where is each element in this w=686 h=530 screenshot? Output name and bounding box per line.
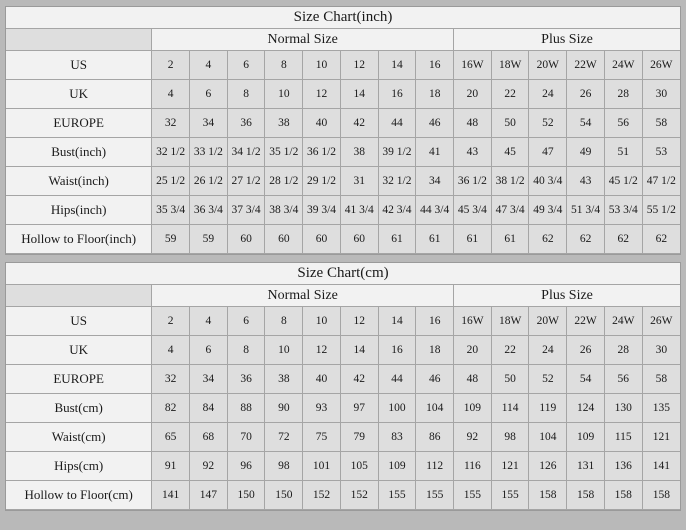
table-cell: 135 [642, 394, 680, 423]
table-cell: 12 [303, 80, 341, 109]
table-cell: 53 3/4 [604, 196, 642, 225]
table-cell: 49 3/4 [529, 196, 567, 225]
table-cell: 68 [190, 423, 228, 452]
table-cell: 46 [416, 109, 454, 138]
table-cell: 124 [567, 394, 605, 423]
chart-group-row [6, 29, 680, 51]
table-cell: 32 [152, 365, 190, 394]
table-cell: 60 [227, 225, 265, 254]
table-cell: 47 [529, 138, 567, 167]
table-cell: 83 [378, 423, 416, 452]
table-row [6, 51, 680, 80]
table-cell: 12 [303, 336, 341, 365]
table-cell: 38 [265, 109, 303, 138]
table-cell: 121 [642, 423, 680, 452]
table-cell: 4 [152, 80, 190, 109]
table-cell: 44 [378, 365, 416, 394]
table-cell: 6 [227, 307, 265, 336]
chart-group-label: Normal Size [152, 29, 454, 51]
table-cell: 18W [491, 51, 529, 80]
table-cell: 61 [491, 225, 529, 254]
table-cell: 126 [529, 452, 567, 481]
size-chart-inch [5, 6, 681, 255]
table-cell: 114 [491, 394, 529, 423]
table-cell: 79 [340, 423, 378, 452]
table-cell: 92 [190, 452, 228, 481]
table-cell: 26 [567, 336, 605, 365]
table-cell: 70 [227, 423, 265, 452]
table-cell: 22 [491, 336, 529, 365]
table-cell: 48 [454, 365, 492, 394]
table-cell: 36 1/2 [303, 138, 341, 167]
table-cell: 150 [265, 481, 303, 510]
table-row [6, 481, 680, 510]
table-cell: 16 [416, 51, 454, 80]
row-header: UK [6, 80, 152, 109]
table-cell: 30 [642, 80, 680, 109]
table-cell: 14 [340, 336, 378, 365]
table-cell: 10 [303, 307, 341, 336]
table-cell: 4 [190, 307, 228, 336]
table-cell: 88 [227, 394, 265, 423]
table-cell: 104 [416, 394, 454, 423]
table-cell: 62 [529, 225, 567, 254]
table-cell: 104 [529, 423, 567, 452]
table-cell: 60 [303, 225, 341, 254]
table-cell: 86 [416, 423, 454, 452]
table-cell: 40 [303, 365, 341, 394]
table-cell: 40 3/4 [529, 167, 567, 196]
table-cell: 24W [604, 51, 642, 80]
table-cell: 36 [227, 365, 265, 394]
table-cell: 24W [604, 307, 642, 336]
size-chart-cm-table [6, 263, 680, 510]
size-chart-inch-body [6, 7, 680, 254]
table-cell: 59 [190, 225, 228, 254]
table-cell: 10 [303, 51, 341, 80]
table-cell: 8 [227, 80, 265, 109]
chart-group-row [6, 285, 680, 307]
table-cell: 29 1/2 [303, 167, 341, 196]
table-cell: 14 [340, 80, 378, 109]
table-cell: 14 [378, 51, 416, 80]
table-cell: 26 1/2 [190, 167, 228, 196]
chart-group-spacer [6, 285, 152, 307]
table-cell: 109 [378, 452, 416, 481]
table-cell: 26W [642, 307, 680, 336]
table-cell: 82 [152, 394, 190, 423]
row-header: US [6, 51, 152, 80]
table-cell: 52 [529, 109, 567, 138]
table-cell: 41 3/4 [340, 196, 378, 225]
table-cell: 16W [454, 307, 492, 336]
table-cell: 150 [227, 481, 265, 510]
table-cell: 131 [567, 452, 605, 481]
table-cell: 20 [454, 336, 492, 365]
table-cell: 6 [190, 336, 228, 365]
table-cell: 12 [340, 51, 378, 80]
table-cell: 155 [454, 481, 492, 510]
table-cell: 20W [529, 307, 567, 336]
table-cell: 32 1/2 [378, 167, 416, 196]
table-cell: 109 [567, 423, 605, 452]
table-cell: 44 [378, 109, 416, 138]
row-header: EUROPE [6, 365, 152, 394]
table-cell: 16 [378, 336, 416, 365]
table-cell: 62 [567, 225, 605, 254]
table-cell: 10 [265, 336, 303, 365]
table-cell: 39 1/2 [378, 138, 416, 167]
row-header: Waist(inch) [6, 167, 152, 196]
table-cell: 16 [416, 307, 454, 336]
chart-title: Size Chart(inch) [6, 7, 680, 29]
table-cell: 12 [340, 307, 378, 336]
table-cell: 8 [227, 336, 265, 365]
table-cell: 38 3/4 [265, 196, 303, 225]
table-cell: 52 [529, 365, 567, 394]
table-row [6, 336, 680, 365]
table-cell: 158 [529, 481, 567, 510]
table-cell: 40 [303, 109, 341, 138]
row-header: Hollow to Floor(inch) [6, 225, 152, 254]
table-cell: 14 [378, 307, 416, 336]
table-cell: 34 1/2 [227, 138, 265, 167]
table-cell: 116 [454, 452, 492, 481]
table-cell: 35 3/4 [152, 196, 190, 225]
table-cell: 18W [491, 307, 529, 336]
table-cell: 109 [454, 394, 492, 423]
table-cell: 147 [190, 481, 228, 510]
table-cell: 47 3/4 [491, 196, 529, 225]
chart-title-row [6, 7, 680, 29]
row-header: Waist(cm) [6, 423, 152, 452]
table-cell: 54 [567, 365, 605, 394]
table-cell: 98 [491, 423, 529, 452]
table-row [6, 196, 680, 225]
table-cell: 61 [416, 225, 454, 254]
row-header: Hips(inch) [6, 196, 152, 225]
table-cell: 22W [567, 51, 605, 80]
table-cell: 152 [340, 481, 378, 510]
table-cell: 51 [604, 138, 642, 167]
table-cell: 72 [265, 423, 303, 452]
table-cell: 22W [567, 307, 605, 336]
table-cell: 24 [529, 336, 567, 365]
table-cell: 47 1/2 [642, 167, 680, 196]
table-cell: 34 [190, 365, 228, 394]
table-cell: 155 [416, 481, 454, 510]
table-cell: 54 [567, 109, 605, 138]
table-row [6, 423, 680, 452]
table-cell: 42 [340, 365, 378, 394]
table-cell: 158 [642, 481, 680, 510]
size-chart-cm [5, 262, 681, 511]
table-cell: 90 [265, 394, 303, 423]
table-cell: 101 [303, 452, 341, 481]
table-cell: 62 [604, 225, 642, 254]
table-cell: 155 [378, 481, 416, 510]
table-cell: 58 [642, 109, 680, 138]
chart-group-spacer [6, 29, 152, 51]
table-cell: 28 1/2 [265, 167, 303, 196]
table-row [6, 167, 680, 196]
table-row [6, 109, 680, 138]
table-cell: 2 [152, 51, 190, 80]
table-cell: 59 [152, 225, 190, 254]
table-cell: 4 [152, 336, 190, 365]
table-cell: 41 [416, 138, 454, 167]
row-header: EUROPE [6, 109, 152, 138]
table-cell: 25 1/2 [152, 167, 190, 196]
table-cell: 43 [567, 167, 605, 196]
table-cell: 39 3/4 [303, 196, 341, 225]
table-row [6, 452, 680, 481]
table-cell: 97 [340, 394, 378, 423]
table-cell: 51 3/4 [567, 196, 605, 225]
table-cell: 30 [642, 336, 680, 365]
table-cell: 24 [529, 80, 567, 109]
table-cell: 96 [227, 452, 265, 481]
table-cell: 61 [454, 225, 492, 254]
table-cell: 2 [152, 307, 190, 336]
table-cell: 100 [378, 394, 416, 423]
table-cell: 36 [227, 109, 265, 138]
table-cell: 98 [265, 452, 303, 481]
size-chart-cm-body [6, 263, 680, 510]
table-row [6, 138, 680, 167]
table-cell: 92 [454, 423, 492, 452]
table-row [6, 225, 680, 254]
table-cell: 8 [265, 51, 303, 80]
table-cell: 31 [340, 167, 378, 196]
table-cell: 48 [454, 109, 492, 138]
table-cell: 58 [642, 365, 680, 394]
table-cell: 42 3/4 [378, 196, 416, 225]
row-header: Hollow to Floor(cm) [6, 481, 152, 510]
row-header: US [6, 307, 152, 336]
table-cell: 84 [190, 394, 228, 423]
table-cell: 93 [303, 394, 341, 423]
table-cell: 60 [340, 225, 378, 254]
table-cell: 91 [152, 452, 190, 481]
table-cell: 56 [604, 109, 642, 138]
table-cell: 56 [604, 365, 642, 394]
table-cell: 26W [642, 51, 680, 80]
table-cell: 8 [265, 307, 303, 336]
table-cell: 34 [416, 167, 454, 196]
table-cell: 32 [152, 109, 190, 138]
table-cell: 152 [303, 481, 341, 510]
chart-group-label: Normal Size [152, 285, 454, 307]
table-cell: 20 [454, 80, 492, 109]
table-cell: 141 [152, 481, 190, 510]
row-header: Bust(cm) [6, 394, 152, 423]
table-cell: 37 3/4 [227, 196, 265, 225]
table-cell: 36 1/2 [454, 167, 492, 196]
table-cell: 38 [265, 365, 303, 394]
table-cell: 38 [340, 138, 378, 167]
table-cell: 158 [604, 481, 642, 510]
table-cell: 45 1/2 [604, 167, 642, 196]
row-header: UK [6, 336, 152, 365]
table-cell: 158 [567, 481, 605, 510]
table-cell: 42 [340, 109, 378, 138]
table-cell: 61 [378, 225, 416, 254]
table-cell: 28 [604, 336, 642, 365]
table-cell: 130 [604, 394, 642, 423]
table-cell: 10 [265, 80, 303, 109]
table-row [6, 394, 680, 423]
chart-group-label: Plus Size [454, 29, 680, 51]
table-cell: 44 3/4 [416, 196, 454, 225]
chart-title: Size Chart(cm) [6, 263, 680, 285]
table-cell: 46 [416, 365, 454, 394]
table-row [6, 80, 680, 109]
table-cell: 65 [152, 423, 190, 452]
table-cell: 45 [491, 138, 529, 167]
table-cell: 43 [454, 138, 492, 167]
table-row [6, 365, 680, 394]
table-cell: 112 [416, 452, 454, 481]
table-cell: 6 [227, 51, 265, 80]
size-chart-inch-table [6, 7, 680, 254]
chart-title-row [6, 263, 680, 285]
table-cell: 36 3/4 [190, 196, 228, 225]
table-cell: 16 [378, 80, 416, 109]
table-cell: 62 [642, 225, 680, 254]
table-cell: 35 1/2 [265, 138, 303, 167]
table-cell: 45 3/4 [454, 196, 492, 225]
table-cell: 6 [190, 80, 228, 109]
table-cell: 53 [642, 138, 680, 167]
table-cell: 16W [454, 51, 492, 80]
table-cell: 27 1/2 [227, 167, 265, 196]
table-cell: 121 [491, 452, 529, 481]
table-cell: 115 [604, 423, 642, 452]
table-cell: 32 1/2 [152, 138, 190, 167]
table-row [6, 307, 680, 336]
table-cell: 105 [340, 452, 378, 481]
table-cell: 75 [303, 423, 341, 452]
chart-group-label: Plus Size [454, 285, 680, 307]
row-header: Bust(inch) [6, 138, 152, 167]
table-cell: 141 [642, 452, 680, 481]
table-cell: 26 [567, 80, 605, 109]
table-cell: 18 [416, 80, 454, 109]
table-cell: 50 [491, 109, 529, 138]
table-cell: 28 [604, 80, 642, 109]
row-header: Hips(cm) [6, 452, 152, 481]
table-cell: 20W [529, 51, 567, 80]
table-cell: 4 [190, 51, 228, 80]
table-cell: 33 1/2 [190, 138, 228, 167]
table-cell: 119 [529, 394, 567, 423]
table-cell: 34 [190, 109, 228, 138]
table-cell: 22 [491, 80, 529, 109]
table-cell: 49 [567, 138, 605, 167]
table-cell: 55 1/2 [642, 196, 680, 225]
table-cell: 50 [491, 365, 529, 394]
table-cell: 60 [265, 225, 303, 254]
table-cell: 155 [491, 481, 529, 510]
table-cell: 18 [416, 336, 454, 365]
table-cell: 38 1/2 [491, 167, 529, 196]
table-cell: 136 [604, 452, 642, 481]
